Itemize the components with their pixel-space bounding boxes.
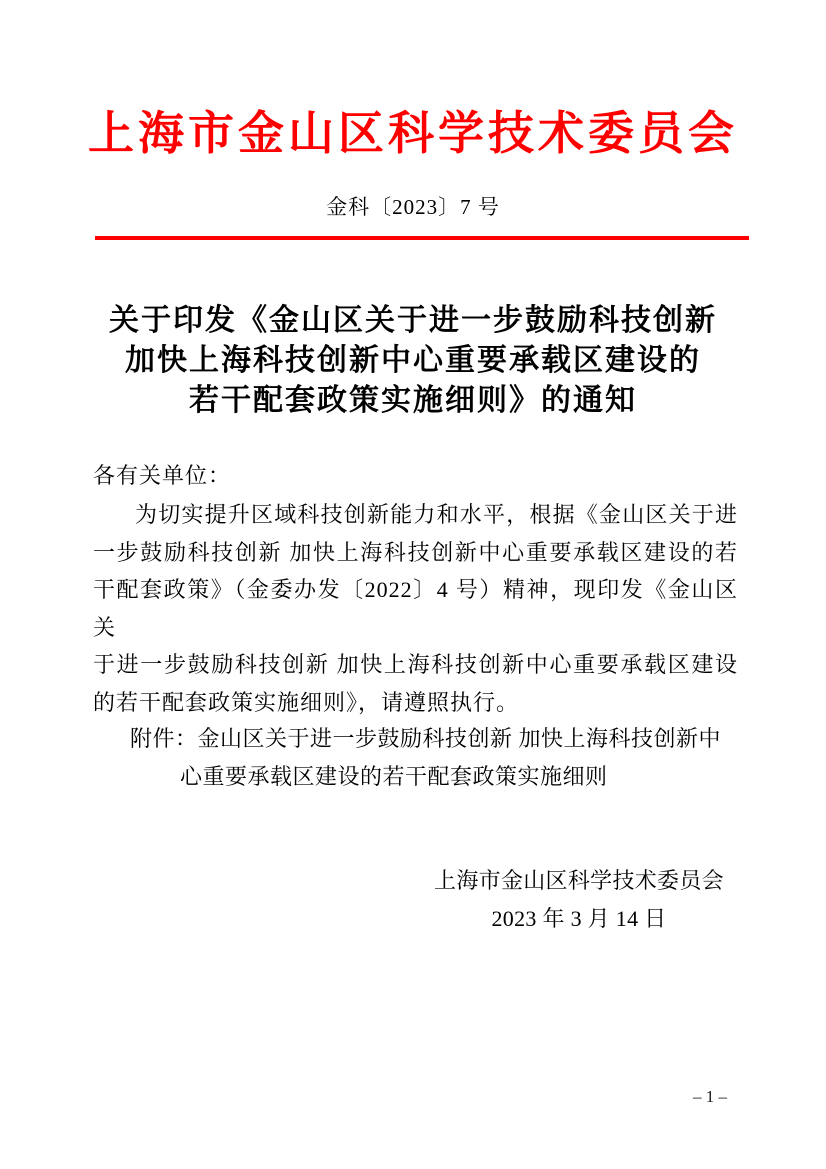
- signature-block: [433, 862, 725, 938]
- document-title-line-2: 加快上海科技创新中心重要承载区建设的: [125, 344, 701, 377]
- attachment-line-2: 心重要承载区建设的若干配套政策实施细则: [180, 764, 608, 789]
- document-title-line-3: 若干配套政策实施细则》的通知: [189, 384, 637, 417]
- body-paragraph-line: 一步鼓励科技创新 加快上海科技创新中心重要承载区建设的若: [93, 539, 738, 565]
- body-paragraph: [93, 496, 738, 721]
- attachment-note: [130, 720, 750, 796]
- document-title: [0, 301, 826, 421]
- attachment-line-1: 附件：金山区关于进一步鼓励科技创新 加快上海科技创新中: [130, 726, 722, 751]
- body-paragraph-line: 为切实提升区域科技创新能力和水平，根据《金山区关于进: [135, 502, 738, 527]
- letterhead-divider-rule: [95, 236, 749, 240]
- signature-date: 2023 年 3 月 14 日: [491, 906, 667, 931]
- page-number: – 1 –: [693, 1087, 727, 1106]
- signature-issuer: 上海市金山区科学技术委员会: [434, 868, 724, 893]
- body-paragraph-line: 的若干配套政策实施细则》，请遵照执行。: [93, 689, 520, 715]
- salutation: 各有关单位：: [93, 463, 232, 488]
- body-paragraph-line: 于进一步鼓励科技创新 加快上海科技创新中心重要承载区建设: [93, 652, 738, 677]
- body-paragraph-line: 干配套政策》（金委办发〔2022〕4 号）精神，现印发《金山区关: [93, 577, 738, 640]
- document-reference-number: 金科〔2023〕7 号: [326, 195, 500, 219]
- letterhead-issuer-title: 上海市金山区科学技术委员会: [88, 108, 738, 159]
- document-title-line-1: 关于印发《金山区关于进一步鼓励科技创新: [109, 304, 717, 337]
